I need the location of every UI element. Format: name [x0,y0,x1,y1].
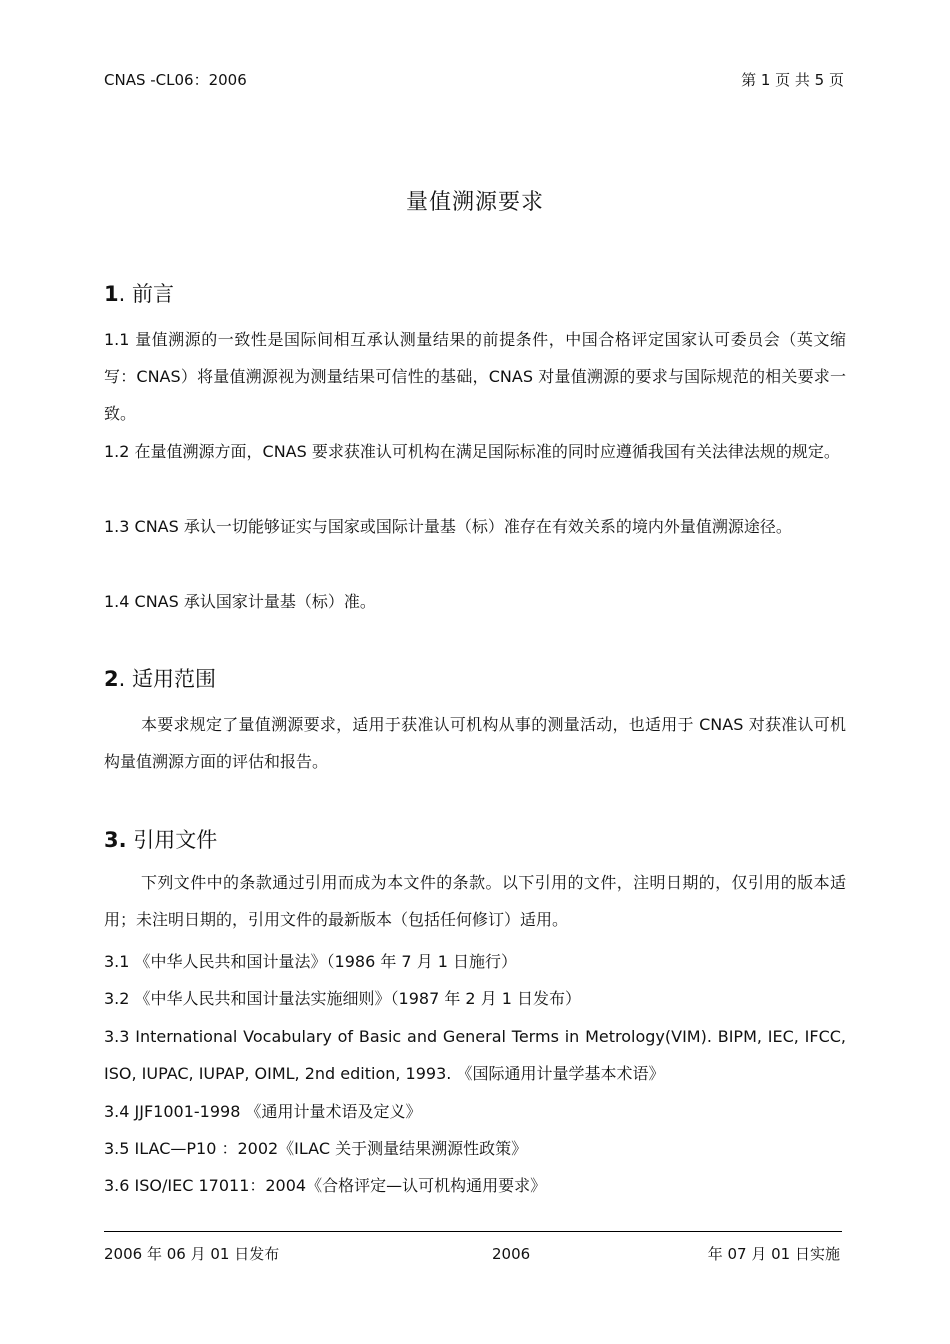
header-page-number: 第 1 页 共 5 页 [741,71,844,89]
reference-3-5: 3.5 ILAC—P10 ：2002《ILAC 关于测量结果溯源性政策》 [104,1139,528,1158]
paragraph-2-1: 本要求规定了量值溯源要求，适用于获准认可机构从事的测量活动，也适用于 CNAS 对获准认可机构量值溯源方面的评估和报告。 [104,715,846,771]
reference-3-6: 3.6 ISO/IEC 17011：2004《合格评定—认可机构通用要求》 [104,1176,547,1195]
reference-3-4: 3.4 JJF1001-1998 《通用计量术语及定义》 [104,1102,422,1121]
footer-divider [104,1231,842,1232]
section-3-title: 引用文件 [126,828,218,852]
section-1-heading [104,280,174,308]
section-2-title: . 适用范围 [118,667,216,691]
reference-3-2: 3.2 《中华人民共和国计量法实施细则》（1987 年 2 月 1 日发布） [104,989,582,1008]
section-3-number: 3. [104,828,127,852]
section-1-title: . 前言 [118,282,174,306]
paragraph-1-4: 1.4 CNAS 承认国家计量基（标）准。 [104,592,376,611]
paragraph-1-2: 1.2 在量值溯源方面，CNAS 要求获准认可机构在满足国际标准的同时应遵循我国有关法律法规的规定。 [104,442,840,461]
footer-effective-date: 年 07 月 01 日实施 [707,1245,840,1263]
reference-3-1: 3.1 《中华人民共和国计量法》（1986 年 7 月 1 日施行） [104,952,518,971]
paragraph-3-intro: 下列文件中的条款通过引用而成为本文件的条款。以下引用的文件，注明日期的，仅引用的版本适用；未注明日期的，引用文件的最新版本（包括任何修订）适用。 [104,873,846,929]
section-2-number: 2 [104,667,119,691]
paragraph-1-1: 1.1 量值溯源的一致性是国际间相互承认测量结果的前提条件，中国合格评定国家认可委员会（英文缩写：CNAS）将量值溯源视为测量结果可信性的基础，CNAS 对量值溯源的要求与国际规范的相关要求一致。 [104,330,846,423]
section-2-heading [104,665,216,693]
footer-year: 2006 [492,1245,531,1263]
section-3-heading [104,826,217,854]
reference-3-3: 3.3 International Vocabulary of Basic and General Terms in Metrology(VIM). BIPM, IEC, IFCC, ISO, IUPAC, IUPAP, OIML, 2nd edition, 1993. 《国际通用计量学基本术语》 [104,1027,846,1083]
paragraph-1-3: 1.3 CNAS 承认一切能够证实与国家或国际计量基（标）准存在有效关系的境内外量值溯源途径。 [104,517,792,536]
header-doc-code: CNAS -CL06：2006 [104,71,247,89]
footer-publish-date: 2006 年 06 月 01 日发布 [104,1245,280,1263]
document-title: 量值溯源要求 [405,190,544,215]
section-1-number: 1 [104,282,119,306]
